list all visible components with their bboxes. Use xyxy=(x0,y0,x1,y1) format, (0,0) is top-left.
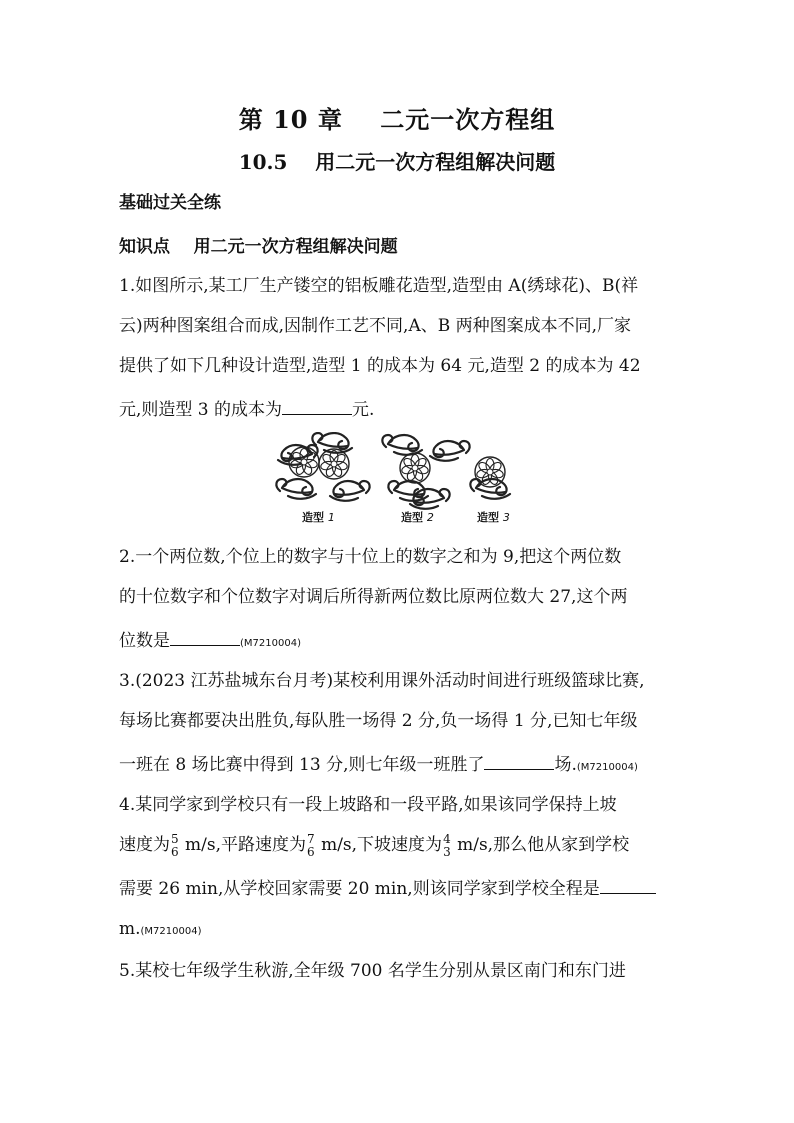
q2-line-1: 2.一个两位数,个位上的数字与十位上的数字之和为 9,把这个两位数 xyxy=(119,547,622,567)
q1-answer-blank[interactable] xyxy=(282,398,352,415)
q3-line-1: 3.(2023 江苏盐城东台月考)某校利用课外活动时间进行班级篮球比赛, xyxy=(119,671,645,691)
q4-text: 需要 26 min,从学校回家需要 20 min,则该同学家到学校全程是 xyxy=(119,879,600,899)
design-2-graphic xyxy=(382,435,469,509)
knowledge-point-heading: 知识点 用二元一次方程组解决问题 xyxy=(119,237,398,257)
q4-code: (M7210004) xyxy=(140,926,202,937)
q4-fraction-uphill: 5 6 xyxy=(171,832,179,859)
design-2-label: 造型 2 xyxy=(401,511,434,524)
q1-text: 元,则造型 3 的成本为 xyxy=(119,400,283,420)
chapter-title: 第 10 章 二元一次方程组 xyxy=(238,105,556,134)
design-3-graphic xyxy=(470,457,510,499)
q1-line-1: 1.如图所示,某工厂生产镂空的铝板雕花造型,造型由 A(绣球花)、B(祥 xyxy=(119,276,639,296)
q3-code: (M7210004) xyxy=(576,762,638,773)
q1-text-end: 元. xyxy=(352,400,375,420)
q3-line-3 xyxy=(119,753,638,778)
q4-line-2: 速度为 5 6 m/s,平路速度为 7 6 m/s,下坡速度为 4 3 m/s,那么他从家到学校 xyxy=(119,832,630,859)
q2-code: (M7210004) xyxy=(240,638,301,649)
q3-text-end: 场. xyxy=(554,755,577,775)
basic-practice-heading: 基础过关全练 xyxy=(119,193,221,213)
q1-line-4 xyxy=(119,398,374,420)
q4-fraction-flat: 7 6 xyxy=(307,832,315,859)
design-3-label: 造型 3 xyxy=(477,511,510,524)
q5-line-1: 5.某校七年级学生秋游,全年级 700 名学生分别从景区南门和东门进 xyxy=(119,961,626,981)
q3-answer-blank[interactable] xyxy=(484,753,554,770)
q2-answer-blank[interactable] xyxy=(170,629,240,646)
design-1-graphic xyxy=(276,433,369,501)
q2-text: 位数是 xyxy=(119,631,170,651)
q3-text: 一班在 8 场比赛中得到 13 分,则七年级一班胜了 xyxy=(119,755,485,775)
q1-line-2: 云)两种图案组合而成,因制作工艺不同,A、B 两种图案成本不同,厂家 xyxy=(119,316,632,336)
section-title: 10.5 用二元一次方程组解决问题 xyxy=(238,150,556,174)
q1-line-3: 提供了如下几种设计造型,造型 1 的成本为 64 元,造型 2 的成本为 42 xyxy=(119,356,641,376)
q4-line-4: m.(M7210004) xyxy=(119,919,202,939)
q3-line-2: 每场比赛都要决出胜负,每队胜一场得 2 分,负一场得 1 分,已知七年级 xyxy=(119,711,638,731)
q4-fraction-downhill: 4 3 xyxy=(443,832,451,859)
q4-line-1: 4.某同学家到学校只有一段上坡路和一段平路,如果该同学保持上坡 xyxy=(119,795,617,815)
q2-line-3 xyxy=(119,629,301,654)
q4-line-3 xyxy=(119,877,656,899)
q2-line-2: 的十位数字和个位数字对调后所得新两位数比原两位数大 27,这个两 xyxy=(119,587,628,607)
design-1-label: 造型 1 xyxy=(302,511,335,524)
q4-answer-blank[interactable] xyxy=(600,877,656,894)
